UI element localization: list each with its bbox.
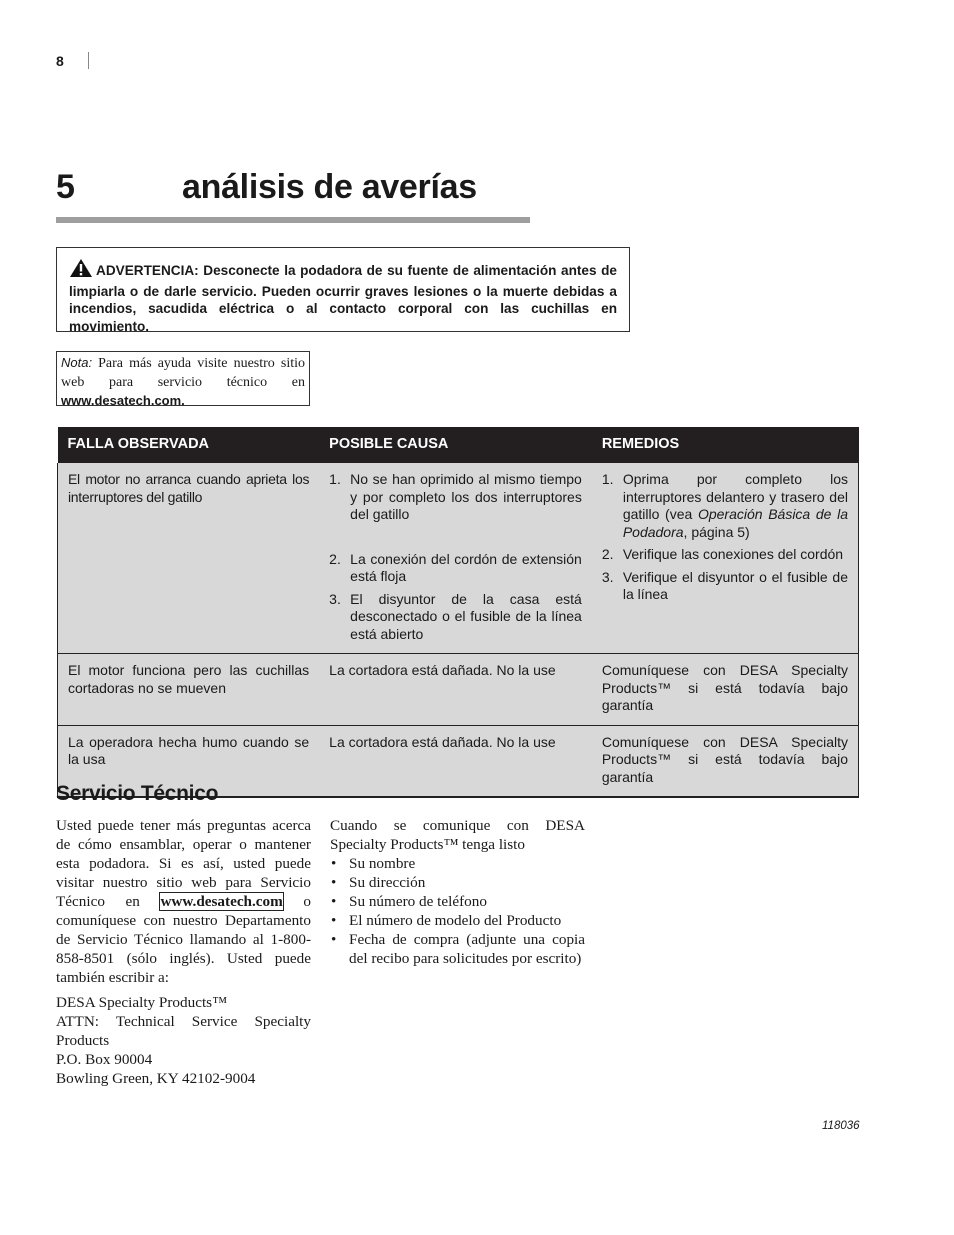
header-remedy: REMEDIOS [592, 427, 859, 463]
address-line: DESA Specialty Products™ [56, 994, 227, 1011]
service-right-column [330, 816, 585, 968]
document-code: 118036 [822, 1120, 860, 1132]
list-item: • Su número de teléfono [330, 892, 585, 911]
warning-triangle-icon [69, 258, 93, 283]
warning-text: ADVERTENCIA: Desconecte la podadora de su fuente de alimentación antes de limpiarla o de darle servicio. Pueden ocurrir graves lesiones o la muerte debidas a incendios, sacudida eléctrica o al contacto corporal con las cuchillas en movimiento. [69, 263, 617, 334]
fault-cell: El motor funciona pero las cuchillas cortadoras no se mueven [58, 654, 320, 726]
table-header-row [58, 427, 859, 463]
list-item: 3. Verifique el disyuntor o el fusible de la línea [601, 568, 848, 602]
troubleshooting-table [57, 427, 859, 798]
list-item: 2. La conexión del cordón de extensión está floja [329, 550, 582, 584]
service-intro: Usted puede tener más preguntas acerca de cómo ensamblar, operar o mantener esta podadora. Si es así, usted puede visitar nuestro sitio web para Servicio Técnico en www.desatech.com o comuníquese con nuestro Departamento de Servicio Técnico llamando al 1-800-858-8501 (sólo inglés). Usted puede también escribir a: [56, 817, 311, 986]
service-heading: Servicio Técnico [56, 782, 219, 805]
fault-cell: La operadora hecha humo cuando se la usa [58, 725, 320, 797]
list-item: 3. El disyuntor de la casa está desconectado o el fusible de la línea está abierto [329, 590, 582, 642]
note-box [56, 351, 310, 406]
list-item: • Su dirección [330, 873, 585, 892]
chapter-number: 5 [56, 168, 75, 206]
remedy-cell: Comuníquese con DESA Specialty Products™ si está todavía bajo garantía [592, 654, 859, 726]
address-line: Bowling Green, KY 42102-9004 [56, 1070, 256, 1087]
fault-cell: El motor no arranca cuando aprieta los interruptores del gatillo [58, 463, 320, 654]
cause-cell [319, 463, 592, 654]
note-text: Para más ayuda visite nuestro sitio web para servicio técnico en [61, 356, 305, 390]
list-item: 1. No se han oprimido al mismo tiempo y por completo los dos interruptores del gatillo [329, 471, 582, 522]
list-item: • El número de modelo del Producto [330, 911, 585, 930]
cause-cell: La cortadora está dañada. No la use [319, 654, 592, 726]
table-row [58, 463, 859, 654]
remedy-cell: Comuníquese con DESA Specialty Products™ si está todavía bajo garantía [592, 725, 859, 797]
service-left-column [56, 816, 311, 1088]
contact-list [330, 854, 585, 968]
contact-intro: Cuando se comunique con DESA Specialty Products™ tenga listo [330, 817, 585, 853]
note-url: www.desatech.com. [61, 393, 185, 408]
warning-box [56, 247, 630, 332]
page-number-separator [88, 52, 89, 69]
list-item: • Su nombre [330, 854, 585, 873]
header-fault: FALLA OBSERVADA [58, 427, 320, 463]
desatech-link[interactable]: www.desatech.com [160, 893, 283, 910]
table-row [58, 654, 859, 726]
list-item: 2. Verifique las conexiones del cordón [601, 546, 844, 562]
page-number: 8 [56, 53, 64, 69]
list-item: • Fecha de compra (adjunte una copia del recibo para solicitudes por escrito) [330, 930, 585, 968]
list-item: 1. Oprima por completo los interruptores delantero y trasero del gatillo (vea Operación Básica de la Podadora, página 5) [601, 471, 848, 540]
remedy-cell [592, 463, 859, 654]
address-line: ATTN: Technical Service Specialty Products [56, 1013, 311, 1049]
address-line: P.O. Box 90004 [56, 1051, 153, 1068]
cause-cell: La cortadora está dañada. No la use [319, 725, 592, 797]
chapter-title: análisis de averías [182, 168, 477, 206]
header-cause: POSIBLE CAUSA [319, 427, 592, 463]
note-label: Nota: [61, 355, 93, 370]
chapter-rule [56, 217, 530, 223]
